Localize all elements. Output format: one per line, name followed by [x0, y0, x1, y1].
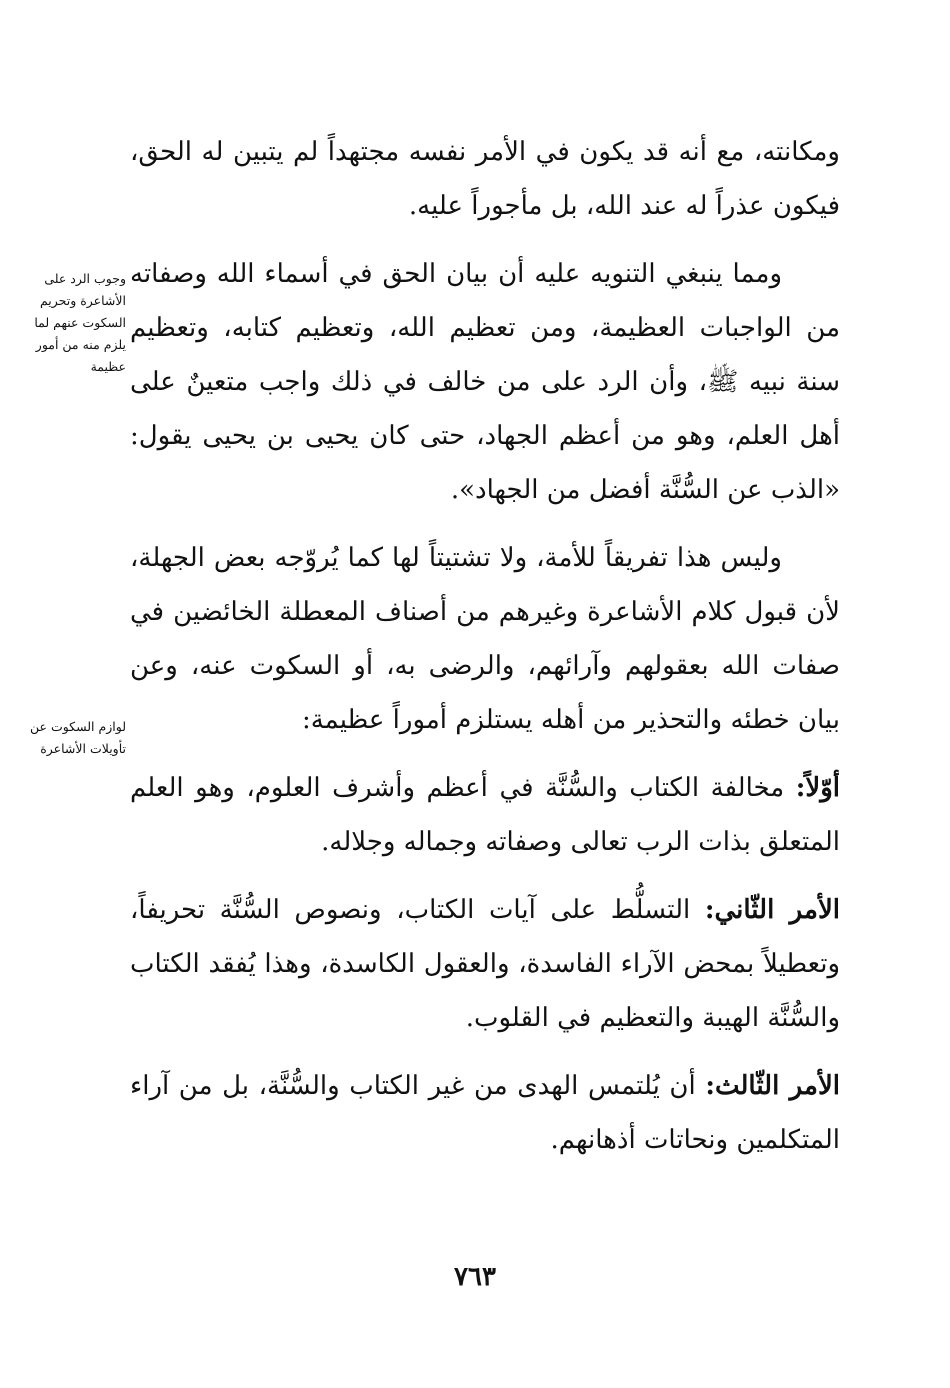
second-point-label: الأمر الثّاني:: [704, 895, 841, 925]
third-point-label: الأمر الثّالث:: [705, 1071, 840, 1101]
first-point-text: مخالفة الكتاب والسُّنَّة في أعظم وأشرف العلوم، وهو العلم المتعلق بذات الرب تعالى وصفاته وجماله وجلاله.: [130, 773, 840, 857]
margin-note-consequences: لوازم السكوت عن تأويلات الأشاعرة: [30, 719, 126, 756]
paragraph-obligation: ومما ينبغي التنويه عليه أن بيان الحق في أسماء الله وصفاته من الواجبات العظيمة، ومن تعظيم الله، وتعظيم كتابه، وتعظيم سنة نبيه ﷺ، وأن الرد على من خالف في ذلك واجب متعينٌ على أهل العلم، وهو من أعظم الجهاد، حتى كان يحيى بن يحيى يقول: «الذب عن السُّنَّة أفضل من الجهاد».: [130, 259, 841, 505]
paragraph-continuation: ومكانته، مع أنه قد يكون في الأمر نفسه مجتهداً لم يتبين له الحق، فيكون عذراً له عند الله، بل مأجوراً عليه.: [130, 137, 840, 221]
paragraph-third-point: [130, 1059, 840, 1167]
third-point-text: أن يُلتمس الهدى من غير الكتاب والسُّنَّة، بل من آراء المتكلمين ونحاتات أذهانهم.: [130, 1071, 840, 1155]
margin-note-refutation: وجوب الرد على الأشاعرة وتحريم السكوت عنهم لما يلزم منه من أمور عظيمة: [34, 271, 126, 374]
second-point-text: التسلُّط على آيات الكتاب، ونصوص السُّنَّة تحريفاً، وتعطيلاً بمحض الآراء الفاسدة، والعقول الكاسدة، وهذا يُفقد الكتاب والسُّنَّة الهيبة والتعظيم في القلوب.: [130, 895, 840, 1033]
main-text: [130, 125, 840, 1167]
paragraph-second-point: [130, 883, 840, 1045]
first-point-label: أوّلاً:: [795, 773, 840, 803]
paragraph-not-division: وليس هذا تفريقاً للأمة، ولا تشتيتاً لها كما يُروّجه بعض الجهلة، لأن قبول كلام الأشاعرة وغيرهم من أصناف المعطلة الخائضين في صفات الله بعقولهم وآرائهم، والرضى به، أو السكوت عنه، وعن بيان خطئه والتحذير من أهله يستلزم أموراً عظيمة:: [130, 543, 840, 735]
page-number: ٧٦٣: [454, 1262, 496, 1292]
paragraph-first-point: [130, 761, 840, 869]
